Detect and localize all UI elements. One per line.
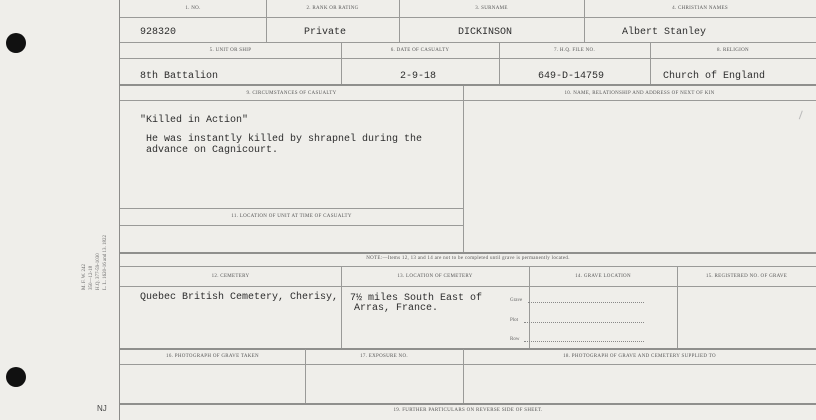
header-religion: 8. RELIGION <box>717 48 749 53</box>
value-hq-file: 649-D-14759 <box>538 71 605 82</box>
value-no: 928320 <box>140 27 177 38</box>
plot-field-label: Plot <box>510 318 519 323</box>
location-line-1: 7½ miles South East of <box>350 293 483 304</box>
circumstance-line-1: "Killed in Action" <box>140 115 249 126</box>
header-registered-no: 15. REGISTERED NO. OF GRAVE <box>705 274 788 279</box>
value-unit: 8th Battalion <box>140 71 219 82</box>
value-christian-names: Albert Stanley <box>622 27 707 38</box>
header-christian-names: 4. CHRISTIAN NAMES <box>672 6 728 11</box>
header-cemetery: 12. CEMETERY <box>211 274 250 279</box>
header-date: 6. DATE OF CASUALTY <box>390 48 450 53</box>
side-line-2: 350—12-18 <box>89 265 94 290</box>
value-rank: Private <box>304 27 347 38</box>
corner-mark: NJ <box>97 404 107 413</box>
header-rank: 2. RANK OR RATING <box>306 6 359 11</box>
header-surname: 3. SURNAME <box>475 6 508 11</box>
side-line-1: M. F. W. 242 <box>82 264 87 290</box>
circumstance-line-2: He was instantly killed by shrapnel during the <box>140 134 423 145</box>
value-date: 2-9-18 <box>400 71 437 82</box>
header-location-unit: 11. LOCATION OF UNIT AT TIME OF CASUALTY <box>231 214 352 219</box>
note-text: NOTE:—Items 12, 13 and 14 are not to be completed until grave is permanently located. <box>366 256 570 261</box>
header-no: 1. NO. <box>185 6 201 11</box>
header-circumstances: 9. CIRCUMSTANCES OF CASUALTY <box>246 91 337 96</box>
footer-further-particulars: 19. FURTHER PARTICULARS ON REVERSE SIDE OF SHEET. <box>393 408 543 413</box>
location-line-2: Arras, France. <box>354 303 439 314</box>
header-exposure: 17. EXPOSURE NO. <box>360 354 408 359</box>
side-form-text <box>82 235 122 300</box>
value-religion: Church of England <box>663 71 766 82</box>
header-hq-file: 7. H.Q. FILE NO. <box>553 48 596 53</box>
side-line-3: H.Q. 377-59-1030 <box>96 253 101 290</box>
header-photo-taken: 16. PHOTOGRAPH OF GRAVE TAKEN <box>166 354 259 359</box>
row-field-label: Row <box>510 337 520 342</box>
circumstance-line-3: advance on Cagnicourt. <box>140 145 279 156</box>
header-unit: 5. UNIT OR SHIP <box>209 48 252 53</box>
punch-hole-bottom <box>6 367 26 387</box>
punch-hole-top <box>6 33 26 53</box>
value-surname: DICKINSON <box>458 27 513 38</box>
header-grave-location: 14. GRAVE LOCATION <box>575 274 631 279</box>
value-cemetery: Quebec British Cemetery, Cherisy, <box>140 292 339 303</box>
header-photo-supplied: 18. PHOTOGRAPH OF GRAVE AND CEMETERY SUPPLIED TO <box>563 354 716 359</box>
pencil-mark <box>799 111 811 123</box>
header-next-of-kin: 10. NAME, RELATIONSHIP AND ADDRESS OF NEXT OF KIN <box>564 91 715 96</box>
header-location-cemetery: 13. LOCATION OF CEMETERY <box>397 274 473 279</box>
grave-field-label: Grave <box>510 298 523 303</box>
side-line-4: L. L. 1620-16 and 13. 1822 <box>103 235 108 290</box>
